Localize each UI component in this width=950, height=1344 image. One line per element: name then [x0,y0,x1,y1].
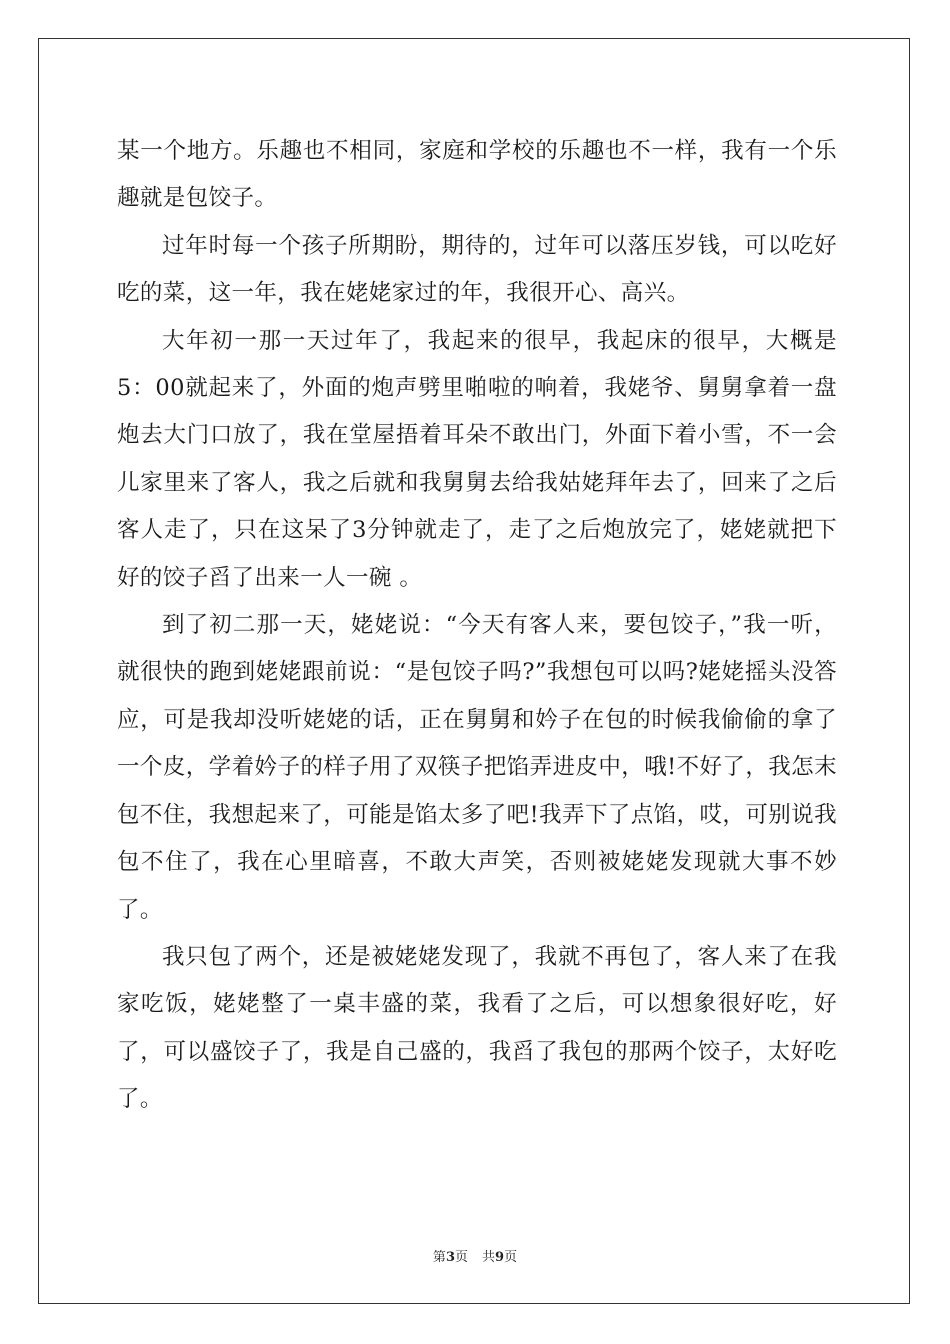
page-label-suffix: 页 [454,1250,468,1265]
page-number: 3 [445,1250,455,1265]
total-label-prefix: 共 [482,1250,496,1265]
paragraph: 过年时每一个孩子所期盼，期待的，过年可以落压岁钱，可以吃好吃的菜，这一年，我在姥姥家过的年，我很开心、高兴。 [117,232,837,307]
paragraph: 我只包了两个，还是被姥姥发现了，我就不再包了，客人来了在我家吃饭，姥姥整了一桌丰盛的菜，我看了之后，可以想象很好吃，好了，可以盛饺子了，我是自己盛的，我舀了我包的那两个饺子，太好吃了。 [117,943,837,1113]
page-footer [0,1246,950,1265]
document-body [117,128,837,1124]
page-label-prefix: 第 [432,1250,446,1265]
paragraph: 大年初一那一天过年了，我起来的很早，我起床的很早，大概是5：00就起来了，外面的炮声劈里啪啦的响着，我姥爷、舅舅拿着一盘炮去大门口放了，我在堂屋捂着耳朵不敢出门，外面下着小雪，不一会儿家里来了客人，我之后就和我舅舅去给我姑姥拜年去了，回来了之后客人走了，只在这呆了3分钟就走了，走了之后炮放完了，姥姥就把下好的饺子舀了出来一人一碗 。 [117,327,837,591]
paragraph: 某一个地方。乐趣也不相同，家庭和学校的乐趣也不一样，我有一个乐趣就是包饺子。 [117,138,837,212]
total-label-suffix: 页 [504,1250,518,1265]
paragraph: 到了初二那一天，姥姥说：“今天有客人来，要包饺子，”我一听，就很快的跑到姥姥跟前说：“是包饺子吗?”我想包可以吗?姥姥摇头没答应，可是我却没听姥姥的话，正在舅舅和妗子在包的时候我偷偷的拿了一个皮，学着妗子的样子用了双筷子把馅弄进皮中，哦!不好了，我怎末包不住，我想起来了，可能是馅太多了吧!我弄下了点馅，哎，可别说我包不住了，我在心里暗喜，不敢大声笑，否则被姥姥发现就大事不妙了。 [117,612,837,923]
total-pages: 9 [495,1250,505,1265]
